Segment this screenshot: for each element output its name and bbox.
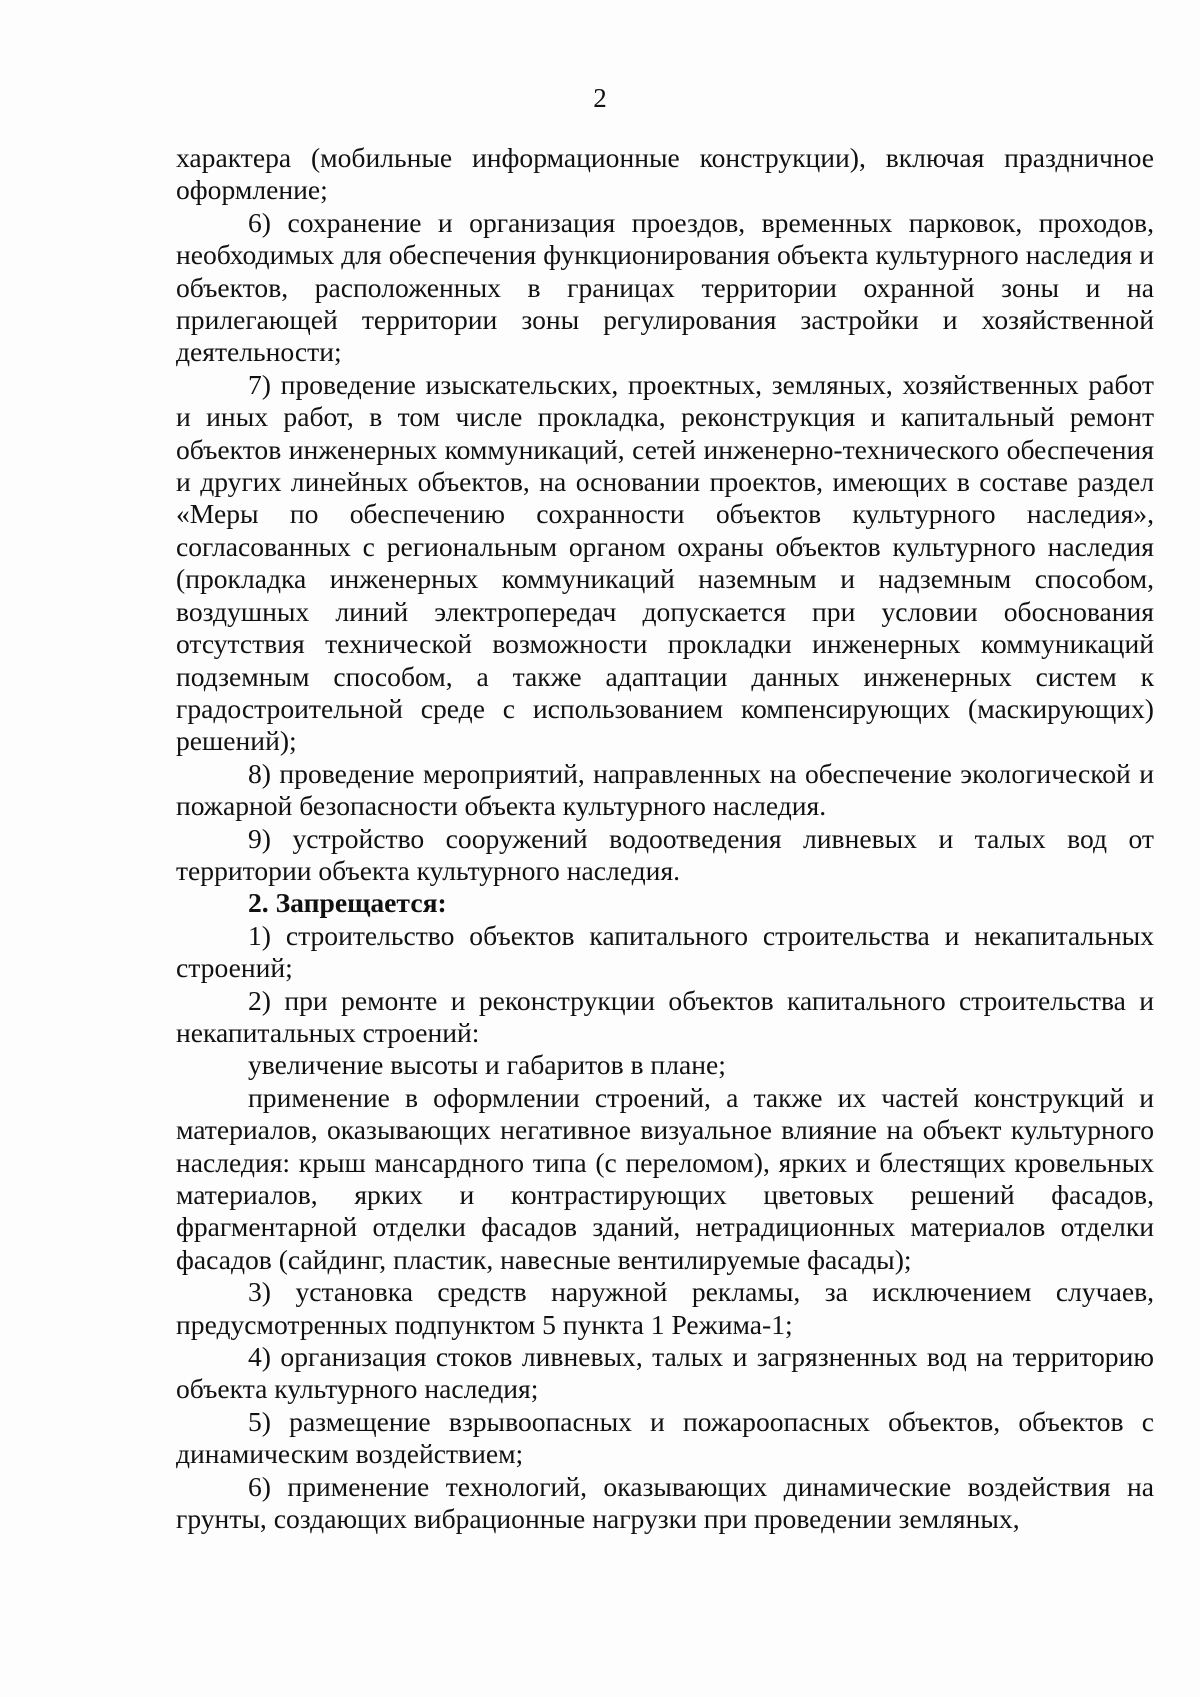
paragraph: 2) при ремонте и реконструкции объектов капитального строительства и некапитальных строений:: [176, 984, 1154, 1048]
paragraph: 4) организация стоков ливневых, талых и загрязненных вод на территорию объекта культурного наследия;: [176, 1341, 1154, 1405]
paragraph: увеличение высоты и габаритов в плане;: [248, 1049, 726, 1081]
paragraph: 6) применение технологий, оказывающих динамические воздействия на грунты, создающих вибрационные нагрузки при проведении земляных,: [176, 1470, 1154, 1535]
paragraph: применение в оформлении строений, а также их частей конструкций и материалов, оказывающих негативное визуальное влияние на объект культурного наследия: крыш мансардного типа (с переломом), ярких и блестящих кровельных материалов, ярких и контрастирующих цветовых решений фасадов, фрагментарной отделки фасадов зданий, нетрадиционных материалов отделки фасадов (сайдинг, пластик, навесные вентилируемые фасады);: [176, 1081, 1154, 1275]
paragraph: 6) сохранение и организация проездов, временных парковок, проходов, необходимых для обеспечения функционирования объекта культурного наследия и объектов, расположенных в границах территории охранной зоны и на прилегающей территории зоны регулирования застройки и хозяйственной деятельности;: [176, 206, 1154, 368]
page-number: 2: [593, 83, 607, 113]
paragraph: 3) установка средств наружной рекламы, за исключением случаев, предусмотренных подпунктом 5 пункта 1 Режима-1;: [176, 1276, 1154, 1340]
paragraph: 5) размещение взрывоопасных и пожароопасных объектов, объектов с динамическим воздействием;: [176, 1405, 1154, 1470]
paragraph: 7) проведение изыскательских, проектных, земляных, хозяйственных работ и иных работ, в том числе прокладка, реконструкция и капитальный ремонт объектов инженерных коммуникаций, сетей инженерно-технического обеспечения и других линейных объектов, на основании проектов, имеющих в составе раздел «Меры по обеспечению сохранности объектов культурного наследия», согласованных с региональным органом охраны объектов культурного наследия (прокладка инженерных коммуникаций наземным и надземным способом, воздушных линий электропередач допускается при условии обоснования отсутствия технической возможности прокладки инженерных коммуникаций подземным способом, а также адаптации данных инженерных систем к градостроительной среде с использованием компенсирующих (маскирующих) решений);: [176, 368, 1154, 757]
paragraph: характера (мобильные информационные конструкции), включая праздничное оформление;: [176, 142, 1154, 206]
section-heading: 2. Запрещается:: [248, 887, 447, 919]
paragraph: 1) строительство объектов капитального строительства и некапитальных строений;: [176, 919, 1154, 984]
document-body: [176, 142, 1154, 1535]
paragraph: 9) устройство сооружений водоотведения ливневых и талых вод от территории объекта культурного наследия.: [176, 822, 1154, 886]
paragraph: 8) проведение мероприятий, направленных на обеспечение экологической и пожарной безопасности объекта культурного наследия.: [176, 757, 1154, 822]
